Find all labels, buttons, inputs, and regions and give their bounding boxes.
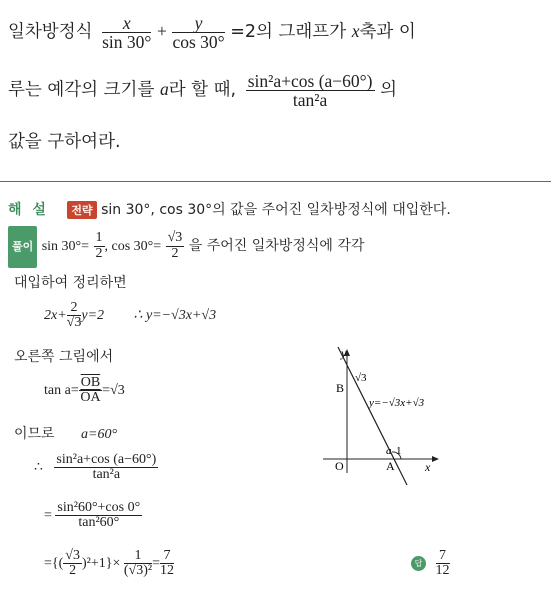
problem-text: 의: [380, 80, 397, 100]
solution-text: 오른쪽 그림에서: [14, 349, 114, 365]
answer-box: [411, 542, 450, 586]
plus-sign: +: [156, 21, 167, 41]
fraction-7-over-12: [160, 549, 174, 579]
math-text: )²+1}×: [81, 556, 121, 571]
problem-line-2: [8, 63, 397, 115]
label-origin: O: [335, 459, 344, 473]
frac-numerator: sin²a+cos (a−60°): [247, 70, 373, 91]
frac-denominator: sin 30°: [102, 32, 152, 52]
fraction-root3-over-2: [166, 231, 185, 261]
math-text: =: [152, 556, 160, 571]
math-text: 2x+: [44, 308, 67, 323]
strategy-text: sin 30°, cos 30°의 값을 주어진 일차방정식에 대입한다.: [101, 202, 451, 218]
label-one: 1: [396, 445, 402, 457]
label-alpha: a: [386, 445, 392, 457]
solution-line-1: [8, 226, 364, 266]
calc-line-3: [44, 542, 174, 586]
problem-text: =2의 그래프가: [230, 22, 347, 42]
solution-header-line: [8, 199, 451, 219]
frac-denominator: 2: [95, 245, 103, 261]
label-sqrt3: √3: [355, 372, 367, 384]
frac-denominator: 12: [435, 563, 450, 579]
math-var: x: [351, 21, 360, 41]
frac-denominator: tan²60°: [78, 515, 120, 531]
so-line: [14, 423, 117, 443]
frac-numerator: y: [172, 14, 224, 33]
problem-text: 일차방정식: [8, 22, 93, 42]
solution-header: 해 설: [8, 202, 49, 218]
math-text: =: [44, 508, 52, 523]
label-y: y: [341, 346, 347, 360]
frac-numerator: sin²a+cos (a−60°): [56, 451, 157, 467]
math-text: y=2: [81, 308, 105, 323]
label-b: B: [336, 381, 345, 395]
equation-line: [44, 296, 216, 336]
math-text: a=60°: [81, 427, 118, 442]
solution-text: 을 주어진 일차방정식에 각각: [188, 238, 365, 254]
fraction-x-over-sin30: [102, 14, 151, 52]
strategy-tag: 전략: [67, 201, 96, 219]
frac-denominator: tan²a: [292, 90, 328, 110]
frac-numerator: $\overline{OB}$: [80, 374, 101, 390]
problem-text: 루는 예각의 크기를: [8, 80, 155, 100]
frac-denominator: 2: [69, 563, 77, 579]
frac-denominator: √3: [66, 315, 82, 331]
divider: [0, 181, 551, 182]
frac-numerator: 2: [67, 301, 82, 317]
fraction-1-over-root3-squared: [124, 549, 152, 579]
math-var: a: [159, 79, 169, 99]
label-a: A: [386, 459, 395, 473]
problem-line-1: [8, 8, 416, 54]
frac-denominator: 12: [159, 563, 174, 579]
frac-numerator: 7: [160, 549, 174, 565]
line-graph: [315, 343, 445, 490]
calc-line-1: [34, 446, 158, 490]
fraction-2-over-root3: [67, 301, 82, 331]
therefore-symbol: ∴: [34, 460, 43, 475]
answer-fraction: [436, 549, 450, 579]
problem-text: 축과 이: [359, 22, 416, 42]
fraction-root3-over-2: [63, 549, 82, 579]
frac-numerator: 1: [124, 549, 152, 565]
solution-text: 대입하여 정리하면: [14, 275, 127, 291]
fraction-expression: [55, 501, 142, 531]
problem-line-3: 값을 구하여라.: [8, 132, 121, 152]
frac-numerator: 7: [436, 549, 450, 565]
solution-text: 이므로: [14, 426, 55, 442]
fraction-y-over-cos30: [172, 14, 224, 52]
fraction-expression: [246, 72, 375, 110]
calc-line-2: [44, 494, 142, 538]
frac-denominator: tan²a: [92, 467, 121, 483]
math-text: sin 30°=: [41, 239, 90, 254]
frac-numerator: 1: [95, 229, 103, 245]
frac-denominator: OA: [80, 390, 101, 406]
math-text: tan a=: [44, 383, 79, 398]
frac-denominator: (√3)²: [123, 563, 153, 579]
fraction-expression: [54, 453, 158, 483]
solution-tag: 풀이: [8, 226, 37, 268]
math-text: , cos 30°=: [104, 239, 162, 254]
graph-line: [338, 347, 407, 485]
frac-denominator: 2: [171, 245, 179, 261]
fraction-one-half: [94, 231, 105, 261]
tan-line: [44, 370, 125, 412]
problem-text: 라 할 때,: [168, 80, 237, 100]
frac-numerator: x: [102, 14, 151, 33]
x-axis-arrow-icon: [432, 456, 439, 462]
frac-numerator: √3: [167, 229, 183, 245]
label-line-equation: y=−√3x+√3: [369, 397, 425, 409]
answer-mark-icon: 답: [411, 556, 426, 571]
label-x: x: [425, 460, 431, 474]
math-text: ∴ y=−√3x+√3: [133, 308, 217, 323]
math-text: =√3: [102, 383, 125, 398]
frac-numerator: √3: [65, 547, 80, 563]
frac-denominator: cos 30°: [172, 32, 225, 52]
math-text: ={(: [44, 556, 64, 571]
frac-numerator: sin²60°+cos 0°: [57, 499, 141, 515]
fraction-ob-over-oa: [79, 376, 102, 406]
